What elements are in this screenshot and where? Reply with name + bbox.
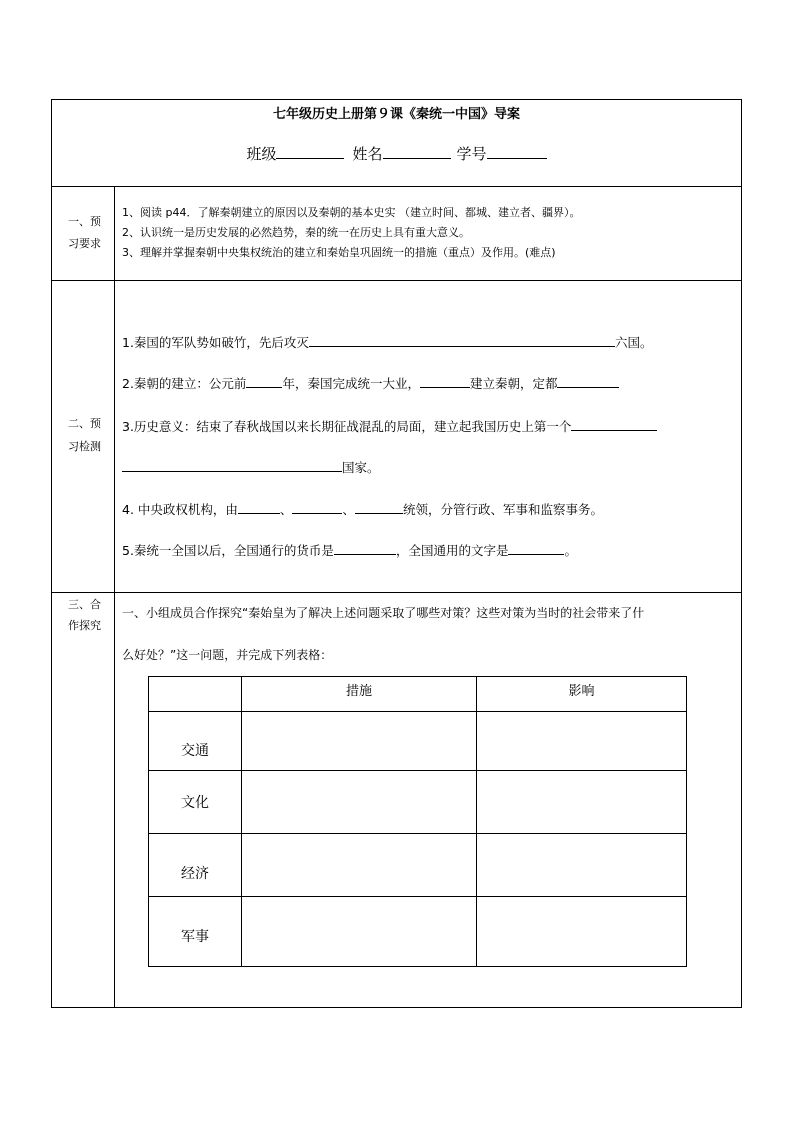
header-row bbox=[52, 100, 741, 187]
question-text: 年，秦国完成统一大业， bbox=[282, 376, 420, 391]
id-label: 学号 bbox=[456, 145, 487, 163]
section-label bbox=[52, 186, 115, 280]
name-label: 姓名 bbox=[352, 145, 383, 163]
section-preview-requirements bbox=[52, 186, 741, 281]
page-title: 七年级历史上册第９课《秦统一中国》导案 bbox=[272, 107, 520, 122]
inquiry-intro-line2: 么好处？”这一问题，并完成下列表格： bbox=[122, 648, 333, 662]
table-header-row bbox=[149, 677, 687, 712]
impact-cell[interactable] bbox=[477, 771, 687, 834]
answer-blank[interactable] bbox=[309, 333, 615, 347]
section-label-line2: 习要求 bbox=[68, 237, 101, 250]
measures-table bbox=[148, 676, 687, 967]
question-text: 、 bbox=[342, 502, 355, 517]
question-text: 建立秦朝，定都 bbox=[469, 376, 558, 391]
answer-blank[interactable] bbox=[420, 374, 470, 388]
table-row bbox=[149, 834, 687, 897]
measures-cell[interactable] bbox=[242, 712, 477, 771]
section-label-line1: 一、预 bbox=[68, 215, 101, 228]
row-label-military: 军事 bbox=[149, 897, 242, 967]
student-info-line bbox=[52, 143, 741, 164]
question-3 bbox=[122, 417, 657, 435]
worksheet-table bbox=[51, 99, 742, 1008]
section-preview-check bbox=[52, 281, 741, 593]
table-header-measures: 措施 bbox=[242, 677, 477, 712]
requirements-content bbox=[116, 186, 741, 280]
question-text: 3.历史意义：结束了春秋战国以来长期征战混乱的局面，建立起我国历史上第一个 bbox=[122, 419, 572, 434]
answer-blank[interactable] bbox=[292, 500, 342, 514]
question-text: 统领，分管行政、军事和监察事务。 bbox=[402, 502, 603, 517]
answer-blank[interactable] bbox=[246, 374, 282, 388]
question-3-cont bbox=[122, 458, 380, 476]
question-text: 六国。 bbox=[614, 335, 653, 350]
section-label-line1: 三、合 bbox=[68, 598, 101, 611]
inquiry-intro-line1: 一、小组成员合作探究“秦始皇为了解决上述问题采取了哪些对策？这些对策为当时的社会带来了什 bbox=[122, 606, 645, 620]
measures-cell[interactable] bbox=[242, 771, 477, 834]
answer-blank[interactable] bbox=[557, 374, 619, 388]
name-blank[interactable] bbox=[383, 144, 451, 159]
section-label bbox=[52, 281, 115, 592]
table-row bbox=[149, 771, 687, 834]
answer-blank[interactable] bbox=[571, 417, 657, 431]
row-label-culture: 文化 bbox=[149, 771, 242, 834]
requirement-item: 2、认识统一是历史发展的必然趋势，秦的统一在历史上具有重大意义。 bbox=[122, 226, 470, 239]
measures-cell[interactable] bbox=[242, 897, 477, 967]
question-2 bbox=[122, 374, 619, 392]
question-text: 2.秦朝的建立：公元前 bbox=[122, 376, 247, 391]
class-blank[interactable] bbox=[276, 144, 344, 159]
requirement-item: 1、阅读 p44．了解秦朝建立的原因以及秦朝的基本史实 （建立时间、都城、建立者、疆界）。 bbox=[122, 206, 581, 219]
check-questions bbox=[116, 281, 741, 592]
question-text: 。 bbox=[564, 543, 577, 558]
table-header-impact: 影响 bbox=[477, 677, 687, 712]
question-text: 、 bbox=[279, 502, 293, 517]
question-5 bbox=[122, 541, 577, 559]
requirement-item: 3、理解并掌握秦朝中央集权统治的建立和秦始皇巩固统一的措施（重点）及作用。(难点) bbox=[122, 246, 556, 259]
section-label-line1: 二、预 bbox=[68, 417, 101, 430]
question-text: ，全国通用的文字是 bbox=[395, 543, 509, 558]
section-label-line2: 作探究 bbox=[68, 619, 101, 632]
section-label-line2: 习检测 bbox=[68, 440, 101, 453]
answer-blank[interactable] bbox=[355, 500, 403, 514]
table-row bbox=[149, 712, 687, 771]
question-text: 国家。 bbox=[342, 460, 380, 475]
impact-cell[interactable] bbox=[477, 834, 687, 897]
impact-cell[interactable] bbox=[477, 897, 687, 967]
table-row bbox=[149, 897, 687, 967]
answer-blank[interactable] bbox=[122, 458, 342, 472]
row-label-economy: 经济 bbox=[149, 834, 242, 897]
answer-blank[interactable] bbox=[238, 500, 280, 514]
measures-cell[interactable] bbox=[242, 834, 477, 897]
impact-cell[interactable] bbox=[477, 712, 687, 771]
id-blank[interactable] bbox=[487, 144, 547, 159]
section-label bbox=[52, 593, 115, 1007]
class-label: 班级 bbox=[246, 145, 277, 163]
question-1 bbox=[122, 333, 652, 351]
question-4 bbox=[122, 500, 603, 518]
question-text: 5.秦统一全国以后，全国通行的货币是 bbox=[122, 543, 334, 558]
answer-blank[interactable] bbox=[334, 541, 396, 555]
row-label-transport: 交通 bbox=[149, 712, 242, 771]
question-text: 4. 中央政权机构，由 bbox=[122, 502, 238, 517]
question-text: 1.秦国的军队势如破竹，先后攻灭 bbox=[122, 335, 309, 350]
answer-blank[interactable] bbox=[508, 541, 564, 555]
table-header-blank bbox=[149, 677, 242, 712]
